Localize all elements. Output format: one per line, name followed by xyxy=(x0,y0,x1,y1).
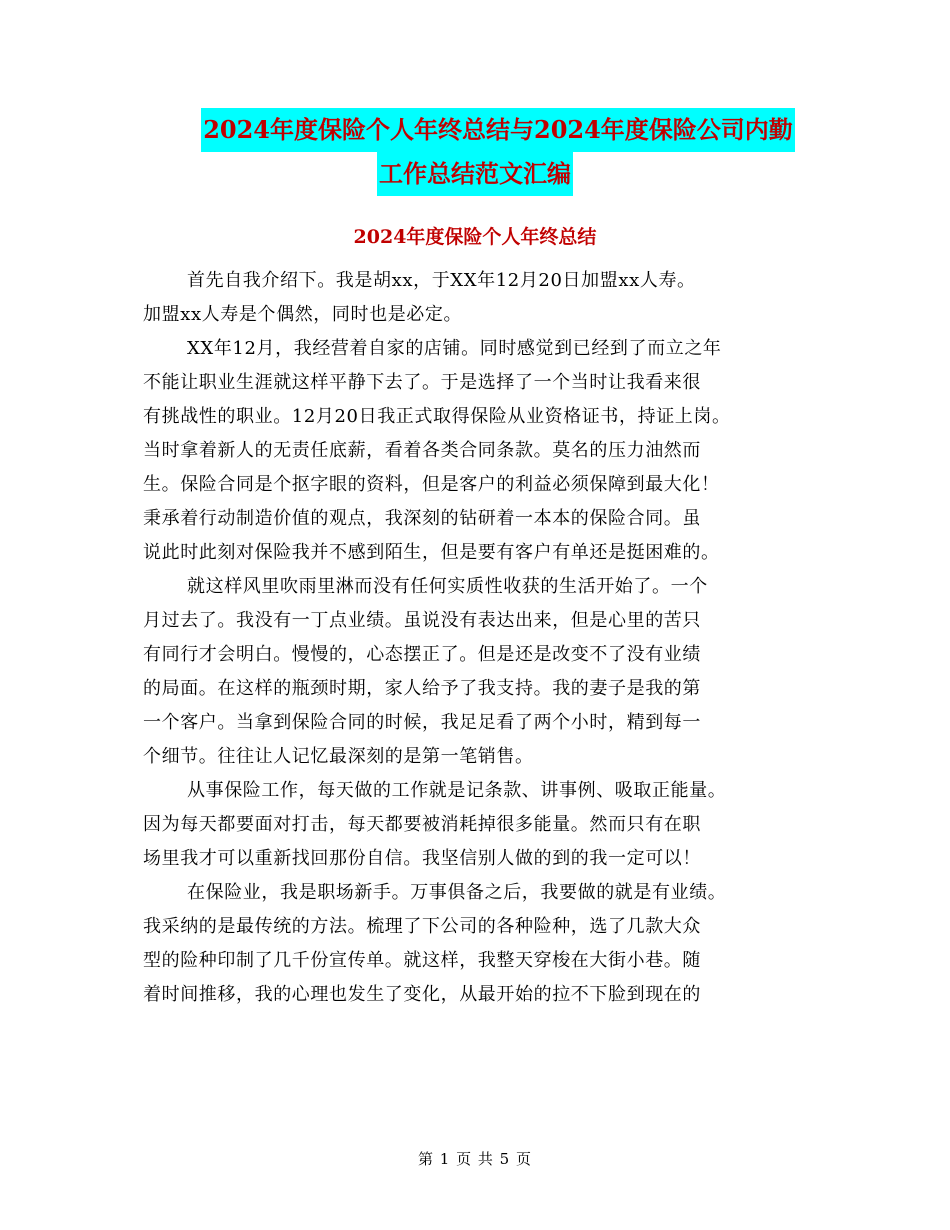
body-line: 不能让职业生涯就这样平静下去了。于是选择了一个当时让我看来很 xyxy=(143,372,701,393)
body-line: 因为每天都要面对打击，每天都要被消耗掉很多能量。然而只有在职 xyxy=(143,814,701,835)
body-line: 有挑战性的职业。12月20日我正式取得保险从业资格证书，持证上岗。 xyxy=(143,406,731,427)
body-line: 说此时此刻对保险我并不感到陌生，但是要有客户有单还是挺困难的。 xyxy=(143,542,720,563)
body-line: 的局面。在这样的瓶颈时期，家人给予了我支持。我的妻子是我的第 xyxy=(143,678,701,699)
section-heading: 2024年度保险个人年终总结 xyxy=(353,226,597,248)
title-line-2: 工作总结范文汇编 xyxy=(377,152,573,196)
document-title xyxy=(0,108,950,196)
body-line: 有同行才会明白。慢慢的，心态摆正了。但是还是改变不了没有业绩 xyxy=(143,644,701,665)
page-footer: 第 1 页 共 5 页 xyxy=(418,1150,532,1168)
body-line: 型的险种印制了几千份宣传单。就这样，我整天穿梭在大街小巷。随 xyxy=(143,950,701,971)
body-line: 我采纳的是最传统的方法。梳理了下公司的各种险种，选了几款大众 xyxy=(143,916,701,937)
body-line: 场里我才可以重新找回那份自信。我坚信别人做的到的我一定可以！ xyxy=(143,848,701,869)
body-line: 加盟xx人寿是个偶然，同时也是必定。 xyxy=(143,304,463,325)
body-text xyxy=(143,264,823,1012)
body-line: 就这样风里吹雨里淋而没有任何实质性收获的生活开始了。一个 xyxy=(187,576,708,597)
title-line-1: 2024年度保险个人年终总结与2024年度保险公司内勤 xyxy=(201,108,795,152)
body-line: 当时拿着新人的无责任底薪，看着各类合同条款。莫名的压力油然而 xyxy=(143,440,701,461)
body-line: 在保险业，我是职场新手。万事俱备之后，我要做的就是有业绩。 xyxy=(187,882,727,903)
body-line: 生。保险合同是个抠字眼的资料，但是客户的利益必须保障到最大化！ xyxy=(143,474,720,495)
body-line: 首先自我介绍下。我是胡xx，于XX年12月20日加盟xx人寿。 xyxy=(187,270,696,291)
body-line: 着时间推移，我的心理也发生了变化，从最开始的拉不下脸到现在的 xyxy=(143,984,701,1005)
body-line: 月过去了。我没有一丁点业绩。虽说没有表达出来，但是心里的苦只 xyxy=(143,610,701,631)
body-line: 一个客户。当拿到保险合同的时候，我足足看了两个小时，精到每一 xyxy=(143,712,701,733)
body-line: 个细节。往往让人记忆最深刻的是第一笔销售。 xyxy=(143,746,534,767)
body-line: XX年12月，我经营着自家的店铺。同时感觉到已经到了而立之年 xyxy=(187,338,722,359)
body-line: 秉承着行动制造价值的观点，我深刻的钻研着一本本的保险合同。虽 xyxy=(143,508,701,529)
body-line: 从事保险工作，每天做的工作就是记条款、讲事例、吸取正能量。 xyxy=(187,780,727,801)
